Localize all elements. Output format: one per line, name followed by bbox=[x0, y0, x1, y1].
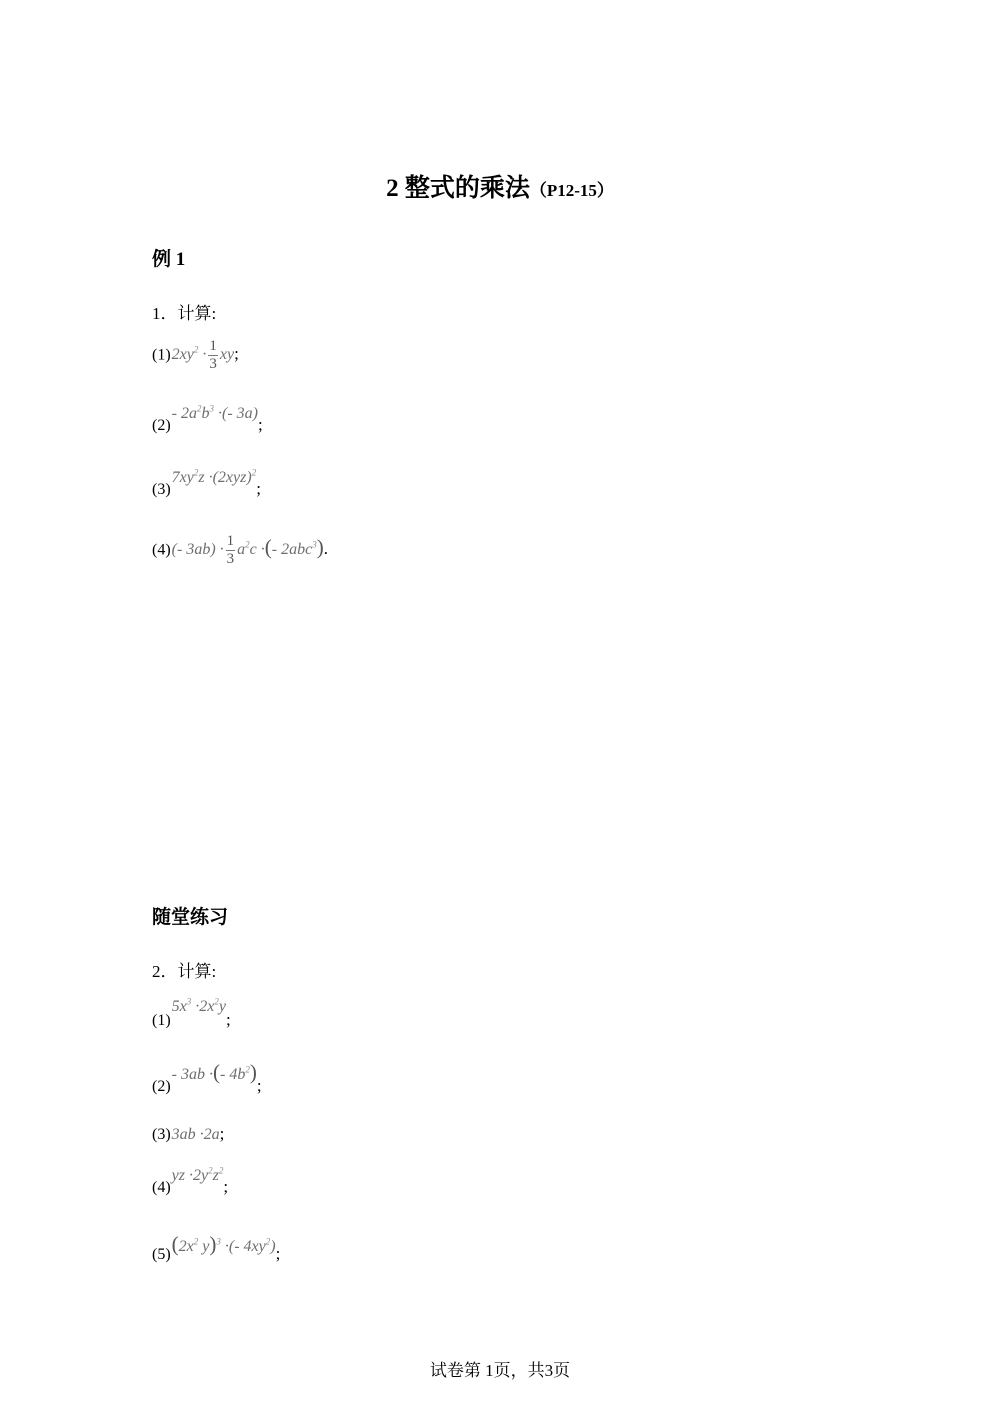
page-footer: 试卷第 1页，共3页 bbox=[429, 1361, 571, 1380]
math-expression: 3ab ·2a bbox=[171, 1126, 220, 1143]
math-expression: - 3ab ·(- $4b^2$) bbox=[171, 1060, 257, 1084]
problem-2-1: $(1)5x^3 \cdot 2x^2y$; bbox=[152, 996, 231, 1029]
question-2: 2．计算: bbox=[152, 962, 217, 981]
math-expression: ($2x^2$ y)$^3$ ·(- $4xy^2$) bbox=[171, 1232, 276, 1256]
title-pages: （P12-15） bbox=[529, 181, 614, 200]
question-1: 1．计算: bbox=[152, 304, 217, 323]
problem-1-1: $(1)2xy^2$ · $\frac{1}{3}$ xy; bbox=[152, 338, 239, 372]
problem-1-3: $(3)7xy^2z \cdot(2xyz)^2$; bbox=[152, 467, 261, 498]
problem-1-2: (2)- $2a^2b^3$ ·(- 3a); bbox=[152, 403, 263, 434]
problem-2-5: $(5)(2x^2$ y)$^3$ ·(- $4xy^2$); bbox=[152, 1232, 281, 1263]
math-expression: yz $\cdot 2y^2z^2$ bbox=[171, 1165, 224, 1184]
problem-2-3: (3)3ab ·2a; bbox=[152, 1124, 225, 1144]
math-expression: $7xy^2z \cdot(2xyz)^2$ bbox=[171, 467, 257, 486]
title-main: 2 整式的乘法 bbox=[386, 175, 530, 202]
math-expression: $5x^3 \cdot 2x^2y$ bbox=[171, 996, 226, 1015]
problem-2-4: $(4)yz \cdot 2y^2z^2$; bbox=[152, 1165, 229, 1196]
problem-2-2: (2)- 3ab ·(- $4b^2$); bbox=[152, 1060, 262, 1095]
page-title bbox=[0, 168, 1000, 204]
math-expression: - $2a^2b^3$ ·(- 3a) bbox=[171, 403, 258, 422]
section-heading-practice: 随堂练习 bbox=[152, 907, 229, 928]
math-expression: $2xy^2$ · $\frac{1}{3}$ xy bbox=[171, 338, 235, 372]
problem-1-4: (4)(- 3ab) · $\frac{1}{3}$ $a^2c$ ·(- 2abc$^3$). bbox=[152, 533, 328, 567]
math-expression: (- 3ab) · $\frac{1}{3}$ $a^2c$ ·(- 2abc$^3$) bbox=[171, 533, 324, 567]
section-heading-example: 例 1 bbox=[152, 249, 186, 270]
